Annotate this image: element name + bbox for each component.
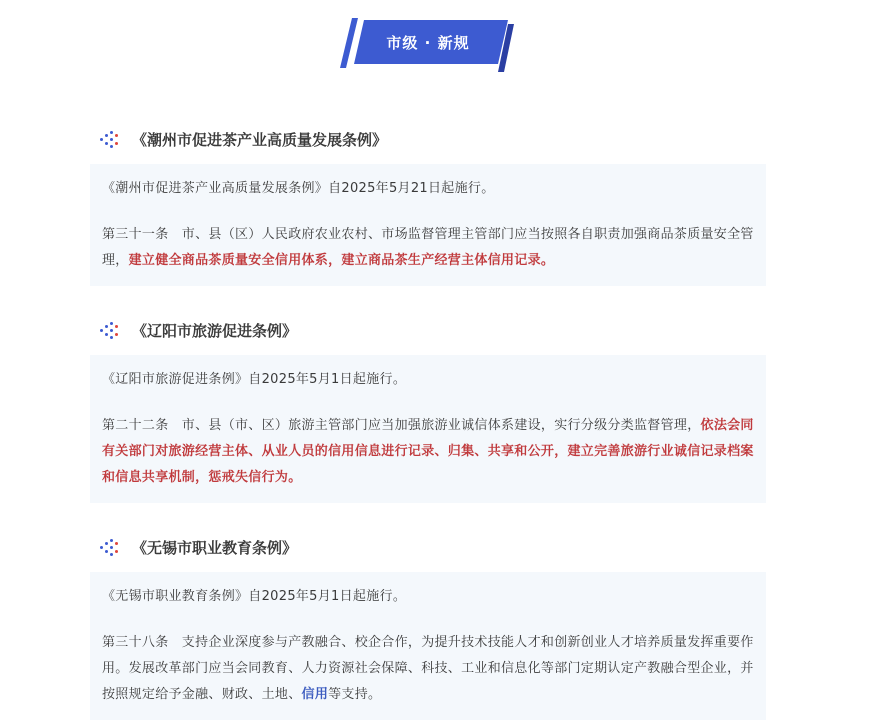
section-content-box — [90, 164, 766, 286]
article-highlight-text: 信用 — [301, 687, 329, 702]
section-content-box — [90, 355, 766, 503]
dots-icon — [100, 131, 116, 149]
article-plain-text: 第三十八条 支持企业深度参与产教融合、校企合作，为提升技术技能人才和创新创业人才培养质量发挥重要作用。发展改革部门应当会同教育、人力资源社会保障、科技、工业和信息化等部门定期认定产教融合型企业，并按照规定给予金融、财政、土地、 — [102, 635, 754, 702]
article-tail-text: 等支持。 — [328, 687, 382, 702]
article-highlight-text: 建立健全商品茶质量安全信用体系，建立商品茶生产经营主体信用记录。 — [128, 253, 555, 268]
section-chaozhou — [90, 128, 766, 286]
article-plain-text: 第二十二条 市、县（市、区）旅游主管部门应当加强旅游业诚信体系建设，实行分级分类监督管理， — [102, 418, 701, 433]
section-title: 《潮州市促进茶产业高质量发展条例》 — [132, 131, 388, 149]
effective-date-text: 《辽阳市旅游促进条例》自2025年5月1日起施行。 — [102, 372, 407, 387]
header-banner — [338, 14, 518, 72]
section-wuxi — [90, 536, 766, 720]
article-text — [102, 630, 754, 708]
section-title-row — [100, 319, 766, 343]
effective-date-text: 《潮州市促进茶产业高质量发展条例》自2025年5月21日起施行。 — [102, 181, 495, 196]
article-plain-text: 第三十一条 市、县（区）人民政府农业农村、市场监督管理主管部门应当按照各自职责加强商品茶质量安全管理， — [102, 227, 754, 268]
article-text — [102, 413, 754, 491]
effective-date-text: 《无锡市职业教育条例》自2025年5月1日起施行。 — [102, 589, 407, 604]
section-title-row — [100, 128, 766, 152]
section-liaoyang — [90, 319, 766, 503]
article-text — [102, 222, 754, 274]
section-title: 《无锡市职业教育条例》 — [132, 539, 298, 557]
banner-title: 市级 · 新规 — [386, 34, 470, 52]
section-content-box — [90, 572, 766, 720]
dots-icon — [100, 322, 116, 340]
dots-icon — [100, 539, 116, 557]
article-highlight-text: 依法会同有关部门对旅游经营主体、从业人员的信用信息进行记录、归集、共享和公开，建立完善旅游行业诚信记录档案和信息共享机制，惩戒失信行为。 — [102, 418, 754, 485]
section-title: 《辽阳市旅游促进条例》 — [132, 322, 298, 340]
section-title-row — [100, 536, 766, 560]
